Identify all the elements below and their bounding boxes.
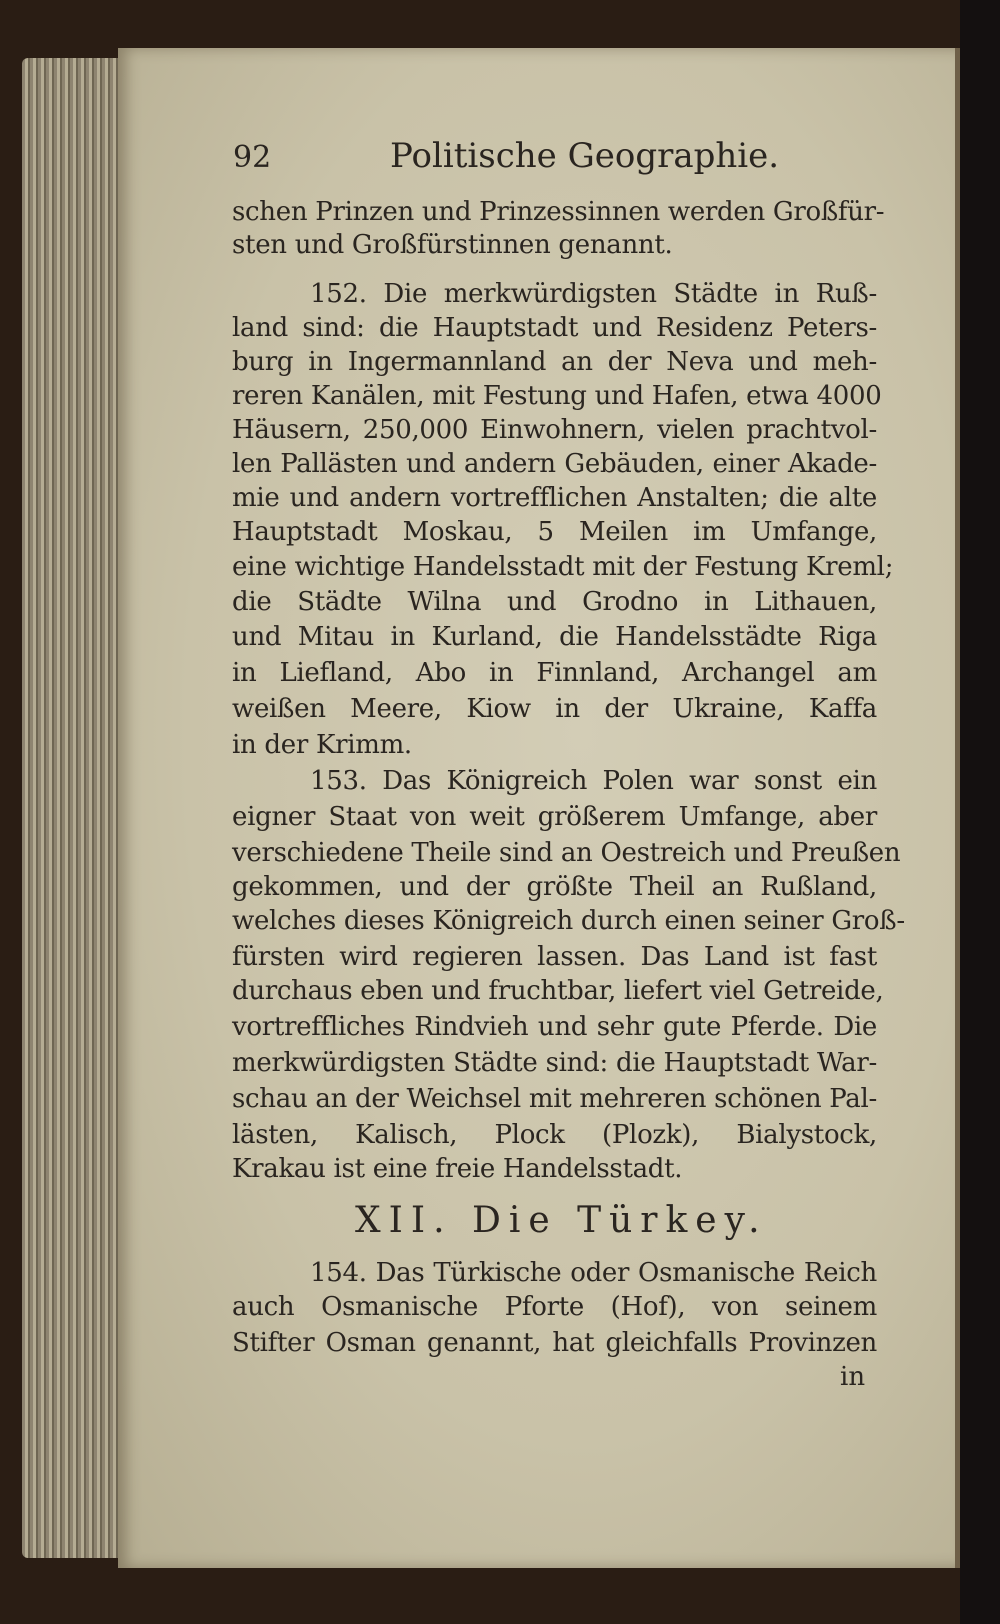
text-line: schau an der Weichsel mit mehreren schönen Pal- [232, 1084, 877, 1114]
text-line: burg in Ingermannland an der Neva und meh- [232, 347, 877, 377]
text-line: sten und Großfürstinnen genannt. [232, 230, 673, 260]
text-line: durchaus eben und fruchtbar, liefert viel Getreide, [232, 976, 884, 1006]
text-line: 154. Das Türkische oder Osmanische Reich [310, 1258, 877, 1288]
text-line: reren Kanälen, mit Festung und Hafen, etwa 4000 [232, 381, 882, 411]
text-line: gekommen, und der größte Theil an Rußland, [232, 872, 877, 902]
text-line: auch Osmanische Pforte (Hof), von seinem [232, 1292, 877, 1322]
text-line: merkwürdigsten Städte sind: die Hauptstadt War- [232, 1048, 877, 1078]
page-number: 92 [233, 140, 272, 175]
text-line: vortreffliches Rindvieh und sehr gute Pferde. Die [232, 1012, 877, 1042]
catchword: in [840, 1362, 866, 1392]
text-line: 152. Die merkwürdigsten Städte in Ruß- [310, 279, 877, 309]
text-line: in Liefland, Abo in Finnland, Archangel am [232, 658, 877, 688]
text-line: len Pallästen und andern Gebäuden, einer Akade- [232, 449, 877, 479]
text-line: und Mitau in Kurland, die Handelsstädte Riga [232, 622, 877, 652]
text-line: 153. Das Königreich Polen war sonst ein [310, 766, 877, 796]
facing-page-edge [960, 0, 1000, 1624]
text-line: welches dieses Königreich durch einen seiner Groß- [232, 906, 905, 936]
text-line: weißen Meere, Kiow in der Ukraine, Kaffa [232, 694, 877, 724]
text-line: in der Krimm. [232, 730, 412, 760]
text-line: eine wichtige Handelsstadt mit der Festung Kreml; [232, 552, 894, 582]
text-line: mie und andern vortrefflichen Anstalten; die alte [232, 483, 877, 513]
text-line: Hauptstadt Moskau, 5 Meilen im Umfange, [232, 517, 877, 547]
text-line: schen Prinzen und Prinzessinnen werden Großfür- [232, 197, 885, 227]
text-line: verschiedene Theile sind an Oestreich und Preußen [232, 838, 901, 868]
text-line: eigner Staat von weit größerem Umfange, aber [232, 802, 877, 832]
text-line: Häusern, 250,000 Einwohnern, vielen prachtvol- [232, 415, 877, 445]
text-line: die Städte Wilna und Grodno in Lithauen, [232, 587, 877, 617]
text-line: Krakau ist eine freie Handelsstadt. [232, 1154, 683, 1184]
text-line: lästen, Kalisch, Plock (Plozk), Bialystock, [232, 1120, 877, 1150]
text-line: Stifter Osman genannt, hat gleichfalls Provinzen [232, 1328, 877, 1358]
text-line: fürsten wird regieren lassen. Das Land ist fast [232, 942, 877, 972]
running-title: Politische Geographie. [390, 136, 780, 176]
page-edges [22, 58, 132, 1558]
text-line: land sind: die Hauptstadt und Residenz Peters- [232, 313, 877, 343]
section-heading: XII. Die Türkey. [355, 1200, 768, 1241]
